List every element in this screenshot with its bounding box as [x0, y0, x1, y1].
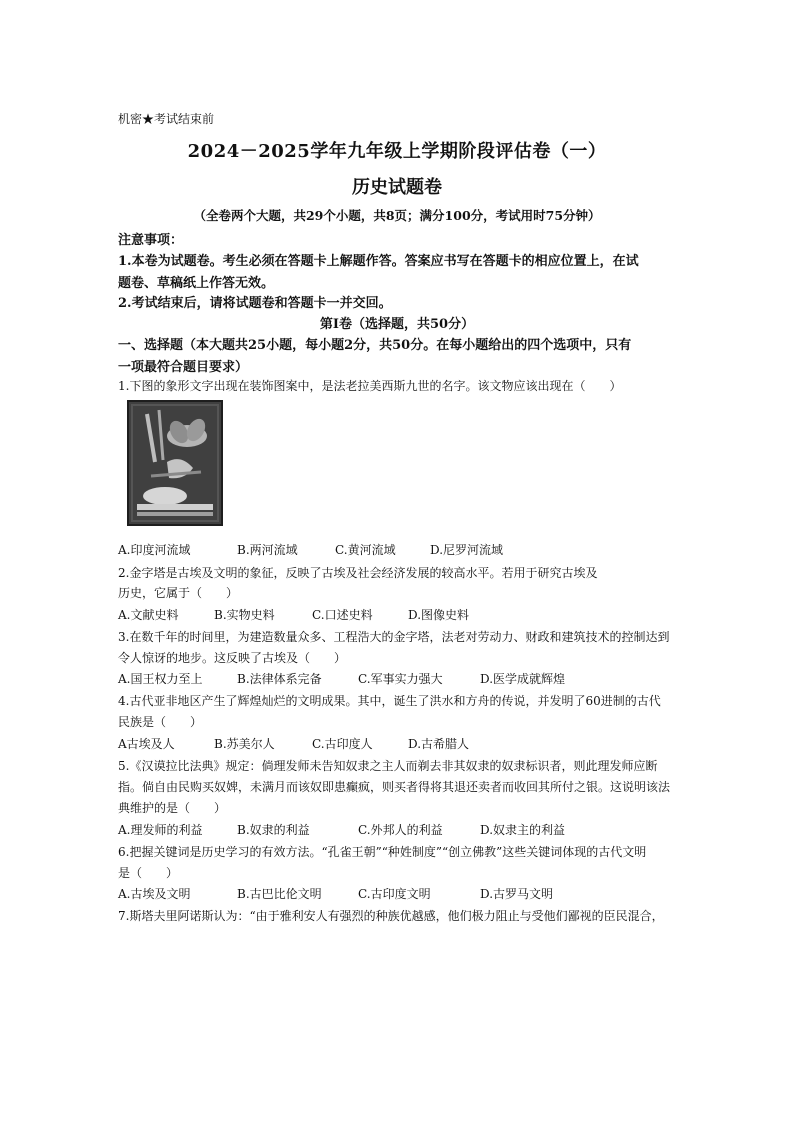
exam-title: 2024－2025学年九年级上学期阶段评估卷（一） — [187, 141, 607, 162]
question-1-line-1: 1.下图的象形文字出现在装饰图案中，是法老拉美西斯九世的名字。该文物应该出现在（ ） — [118, 379, 622, 393]
question-5-option-a[interactable]: A.理发师的利益 — [118, 823, 203, 837]
question-4-option-a[interactable]: A古埃及人 — [118, 737, 175, 751]
question-5-line-1: 5.《汉谟拉比法典》规定：倘理发师未告知奴隶之主人而剃去非其奴隶的奴隶标识者，则此理发师应断 — [118, 759, 658, 773]
question-2-option-b[interactable]: B.实物史料 — [214, 608, 275, 622]
exam-info: （全卷两个大题，共29个小题，共8页；满分100分，考试用时75分钟） — [193, 208, 601, 223]
question-1-option-d[interactable]: D.尼罗河流域 — [430, 543, 504, 557]
hieroglyph-artwork — [129, 402, 221, 524]
notice-heading: 注意事项： — [118, 233, 184, 248]
question-4-option-b[interactable]: B.苏美尔人 — [214, 737, 275, 751]
question-5-option-b[interactable]: B.奴隶的利益 — [237, 823, 310, 837]
question-2-option-c[interactable]: C.口述史料 — [312, 608, 373, 622]
question-4-option-c[interactable]: C.古印度人 — [312, 737, 373, 751]
part1-instructions-line-1: 一、选择题（本大题共25小题，每小题2分，共50分。在每小题给出的四个选项中，只有 — [118, 338, 632, 353]
question-5-option-c[interactable]: C.外邦人的利益 — [358, 823, 443, 837]
question-6-option-c[interactable]: C.古印度文明 — [358, 887, 431, 901]
confidential-label: 机密★考试结束前 — [118, 112, 215, 126]
notice-item-2: 2.考试结束后，请将试题卷和答题卡一并交回。 — [118, 296, 392, 311]
question-2-line-1: 2.金字塔是古埃及文明的象征，反映了古埃及社会经济发展的较高水平。若用于研究古埃及 — [118, 566, 598, 580]
question-3-line-2: 令人惊讶的地步。这反映了古埃及（ ） — [118, 651, 347, 665]
question-5-option-d[interactable]: D.奴隶主的利益 — [480, 823, 566, 837]
question-2-option-a[interactable]: A.文献史料 — [118, 608, 179, 622]
question-7-line-1: 7.斯塔夫里阿诺斯认为：“由于雅利安人有强烈的种族优越感，他们极力阻止与受他们鄙视的臣民混合， — [118, 909, 664, 923]
volume-title: 第Ⅰ卷（选择题，共50分） — [319, 317, 475, 332]
question-4-option-d[interactable]: D.古希腊人 — [408, 737, 470, 751]
hieroglyph-image — [127, 400, 223, 526]
question-5-line-2: 指。倘自由民购买奴婢，未满月而该奴即患癫疯，则买者得将其退还卖者而收回其所付之银。这说明该法 — [118, 780, 671, 794]
exam-subtitle: 历史试题卷 — [352, 177, 442, 198]
question-1-option-a[interactable]: A.印度河流域 — [118, 543, 191, 557]
question-4-line-1: 4.古代亚非地区产生了辉煌灿烂的文明成果。其中，诞生了洪水和方舟的传说，并发明了60进制的古代 — [118, 694, 661, 708]
question-6-line-1: 6.把握关键词是历史学习的有效方法。“孔雀王朝”“种姓制度”“创立佛教”这些关键词体现的古代文明 — [118, 845, 647, 859]
question-6-option-a[interactable]: A.古埃及文明 — [118, 887, 191, 901]
question-1-option-c[interactable]: C.黄河流域 — [335, 543, 396, 557]
question-6-line-2: 是（ ） — [118, 866, 179, 880]
question-6-option-d[interactable]: D.古罗马文明 — [480, 887, 554, 901]
question-4-line-2: 民族是（ ） — [118, 715, 203, 729]
question-2-line-2: 历史，它属于（ ） — [118, 586, 239, 600]
question-3-option-d[interactable]: D.医学成就辉煌 — [480, 672, 566, 686]
part1-instructions-line-2: 一项最符合题目要求） — [118, 360, 249, 375]
question-1-option-b[interactable]: B.两河流域 — [237, 543, 298, 557]
question-2-option-d[interactable]: D.图像史料 — [408, 608, 470, 622]
question-5-line-3: 典维护的是（ ） — [118, 801, 227, 815]
question-6-option-b[interactable]: B.古巴比伦文明 — [237, 887, 322, 901]
question-3-option-a[interactable]: A.国王权力至上 — [118, 672, 203, 686]
notice-item-1-line-1: 1.本卷为试题卷。考生必须在答题卡上解题作答。答案应书写在答题卡的相应位置上，在试 — [118, 254, 639, 269]
question-3-option-b[interactable]: B.法律体系完备 — [237, 672, 322, 686]
notice-item-1-line-2: 题卷、草稿纸上作答无效。 — [118, 276, 275, 291]
question-3-line-1: 3.在数千年的时间里，为建造数量众多、工程浩大的金字塔，法老对劳动力、财政和建筑技术的控制达到 — [118, 630, 670, 644]
question-3-option-c[interactable]: C.军事实力强大 — [358, 672, 443, 686]
